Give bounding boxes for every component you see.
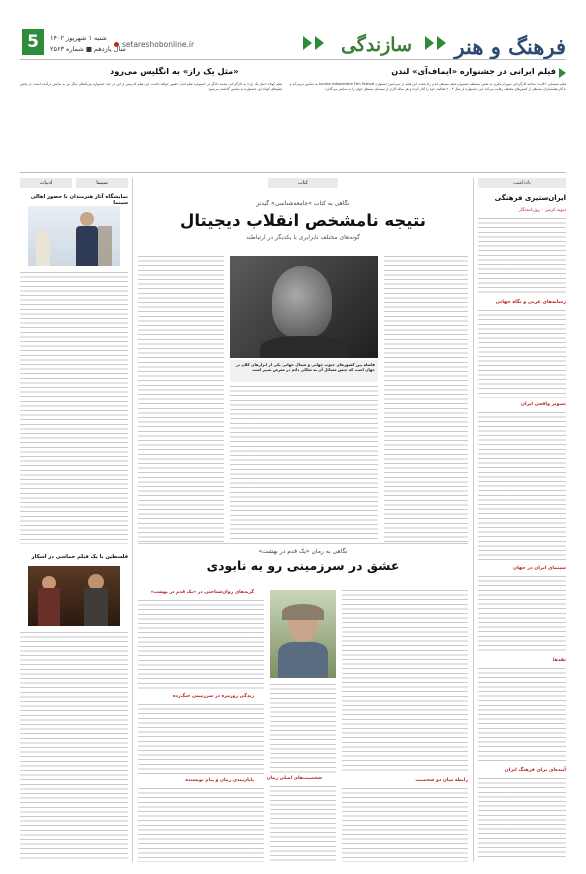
right-column-heading-3: سینمای ایران در جهان <box>513 566 566 571</box>
column-divider <box>473 178 474 862</box>
right-column-tag: یادداشت <box>478 178 566 188</box>
feature-subhead: گونه‌های مختلف نابرابری با یکدیگر در ارتباطند <box>246 234 360 241</box>
feature-tag: کتاب <box>268 178 338 188</box>
arrow-icon <box>425 36 434 50</box>
feature-caption <box>230 360 378 382</box>
bottom-headline: عشق در سرزمینی رو به نابودی <box>206 558 400 573</box>
website-link[interactable]: setareshobonline.ir <box>122 40 195 49</box>
bottom-heading-5: پایان‌بندی رمان و پیام نویسنده <box>185 778 254 783</box>
author-photo <box>270 590 336 678</box>
palestine-film-photo <box>28 566 120 626</box>
right-column-title: ایران‌ستیزی فرهنگی <box>494 194 566 202</box>
right-column-heading-2: تصویر واقعی ایران <box>520 402 566 407</box>
newspaper-logo: سازندگی <box>340 34 412 56</box>
top-story-title: فیلم ایرانی در جشنواره «ایماف‌آی» لندن <box>391 66 556 76</box>
giddens-photo <box>230 256 378 358</box>
right-column-heading-5: آینده‌ای برای فرهنگ ایران <box>504 768 566 773</box>
main-feature <box>138 178 468 542</box>
page-number: 5 <box>22 29 44 55</box>
bottom-heading-4: زندگی روزمره در سرزمینی جنگ‌زده <box>172 694 254 699</box>
feature-kicker: نگاهی به کتاب «جامعه‌شناسی» گیدنز <box>256 200 350 207</box>
arrow-icon <box>315 36 324 50</box>
issue-line: سال یازدهم ■ شماره ۲۵۶۳ <box>50 45 126 53</box>
section-divider <box>138 543 468 544</box>
page-header <box>0 0 586 64</box>
right-column-heading-4: نقد‌ها <box>552 658 566 663</box>
feature-headline: نتیجه نامشخص انقلاب دیجیتال <box>180 211 426 230</box>
column-divider <box>132 178 133 862</box>
side-story-title: «مثل یک راز» به انگلیس می‌رود <box>110 66 239 76</box>
bottom-heading-3: رابطه میان دو شخصیت <box>415 778 468 783</box>
top-story <box>290 66 566 170</box>
right-column <box>478 178 566 862</box>
bottom-feature <box>138 546 468 862</box>
date-line: شنبه ۱ شهریور ۱۴۰۲ <box>50 34 107 42</box>
left-column-title-1: نمایشگاه آثار هنرمندان با حضور اهالی سینما <box>30 194 128 206</box>
arrow-icon <box>559 68 566 78</box>
left-column <box>20 178 128 862</box>
side-story <box>20 66 282 170</box>
right-column-author: دیوید کرمی - روزنامه‌نگار <box>518 208 566 213</box>
header-divider <box>20 59 566 60</box>
left-column-tag-2: ادبیات <box>20 178 72 188</box>
arrow-icon <box>437 36 446 50</box>
side-story-body: فیلم کوتاه «مثل یک راز» به کارگردانی محمد دادگر در جشنواره فیلم لندن حضور خواهد داشت. این فیلم که پیش از این در چند جشنواره بین‌المللی دیگر نیز به نمایش درآمده است، در بخش فیلم‌های کوتاه این جشنواره به نمایش گذاشته می‌شود. <box>20 82 282 91</box>
arrow-icon <box>303 36 312 50</box>
top-divider <box>20 172 566 173</box>
top-story-body: فیلم سینمایی «کاپ» ساخته کارگردانی شهرام مکری به بخش مسابقه جشنواره فیلم مستقل لندن راه یافت. این فیلم در سی‌امین جشنواره London Independent Film Festival به نمایش درمی‌آید و با آثار فیلمسازان مستقل از کشورهای مختلف رقابت می‌کند. این جشنواره از سال ۲۰۰۴ فعالیت خود را آغاز کرده و هر ساله آثاری از سینمای مستقل جهان را به نمایش می‌گذارد. <box>290 82 566 91</box>
section-title: فرهنگ و هنر <box>454 34 566 59</box>
bottom-kicker: نگاهی به رمان «یک قدم در بهشت» <box>258 548 348 555</box>
left-column-tag: سینما <box>76 178 128 188</box>
feature-caption-text: فاصله بین کشورهای جنوب جهانی و شمال جهانی یکی از ابزارهای کلان در جهان است که جنس مسائل آن به شکلی دائم در معرض تغییر است <box>235 362 375 372</box>
exhibition-photo <box>28 206 120 266</box>
right-column-heading-1: رسانه‌های غربی و نگاه جهانی <box>495 300 566 305</box>
bottom-heading-2: شخصیت‌های اصلی رمان <box>266 776 322 781</box>
bottom-heading-1: گریه‌های روان‌شناختی در «یک قدم در بهشت» <box>150 590 254 595</box>
left-column-title-2: فلسطین با یک فیلم حماسی در اسکار <box>31 554 128 560</box>
